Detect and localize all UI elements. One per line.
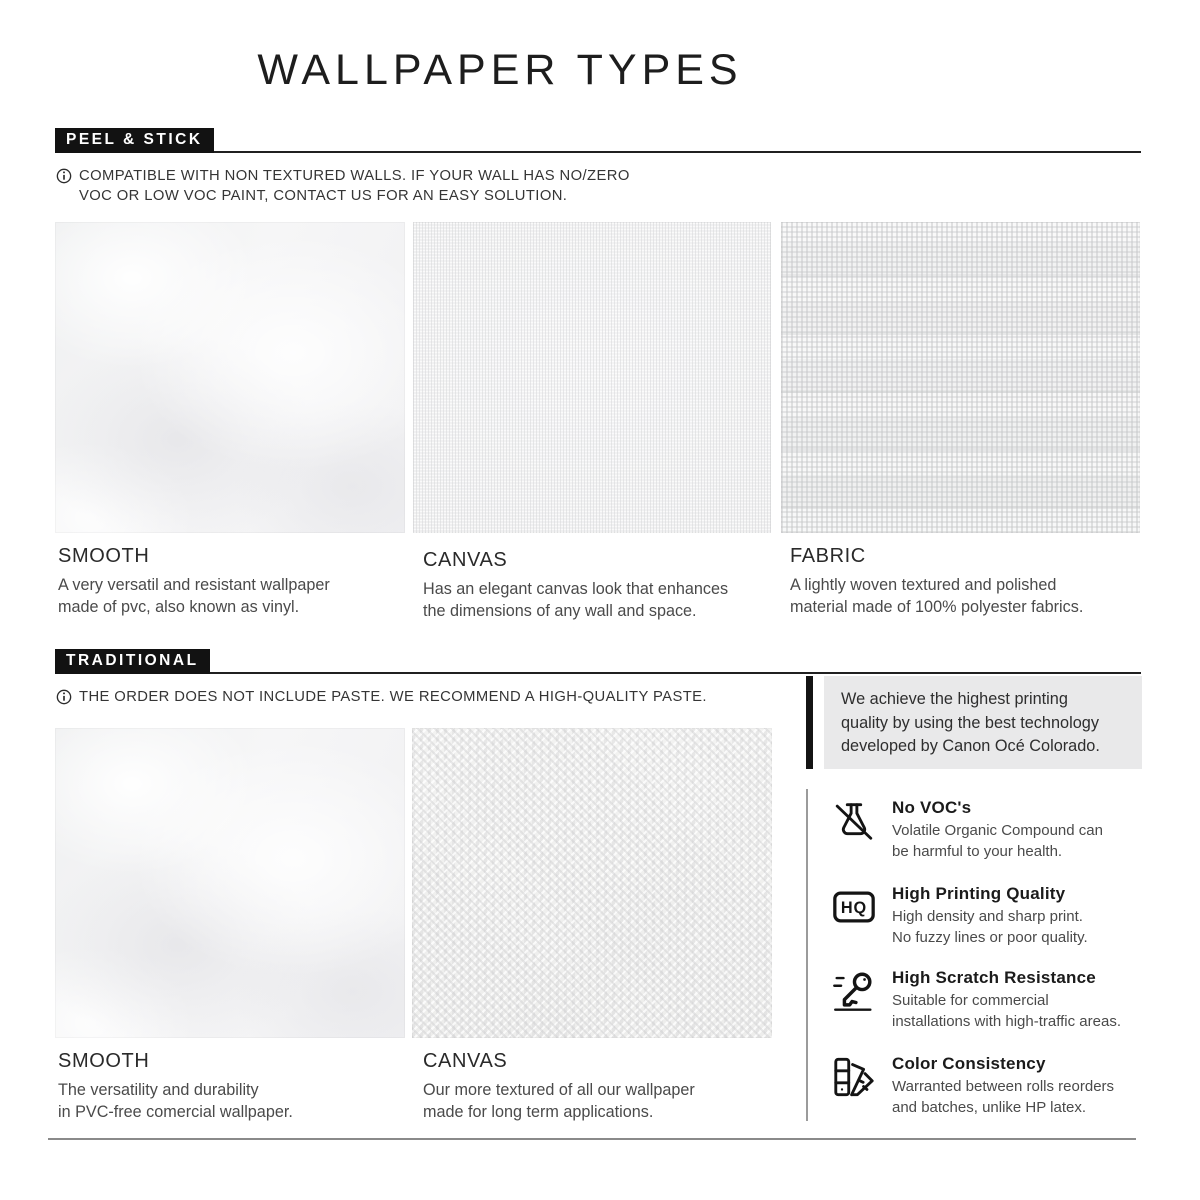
feature-high-scratch-resistance <box>831 968 1151 1032</box>
section-header-peel-stick <box>55 128 1141 153</box>
swatch-peel-stick-fabric <box>781 222 1140 533</box>
swatch-desc-line: made of pvc, also known as vinyl. <box>58 597 300 616</box>
quote-line: developed by Canon Océ Colorado. <box>841 737 1100 755</box>
feature-desc-line: No fuzzy lines or poor quality. <box>892 928 1088 946</box>
swatch-desc-line: Has an elegant canvas look that enhances <box>423 580 729 598</box>
info-icon <box>56 168 72 184</box>
peel-stick-note <box>56 167 630 206</box>
swatch-peel-stick-smooth <box>55 222 405 533</box>
swatch-peel-stick-canvas <box>413 222 771 533</box>
swatch-desc-line: The versatility and durability <box>58 1081 259 1099</box>
note-line: COMPATIBLE WITH NON TEXTURED WALLS. IF YOUR WALL HAS NO/ZERO <box>79 168 630 184</box>
caption-traditional-smooth <box>58 1050 408 1123</box>
swatch-desc-line: made for long term applications. <box>423 1102 654 1121</box>
swatch-traditional-smooth <box>55 728 405 1038</box>
hq-badge-icon <box>831 884 877 930</box>
no-voc-flask-icon <box>831 798 877 844</box>
feature-desc-line: be harmful to your health. <box>892 842 1063 860</box>
color-swatchbook-icon <box>831 1054 877 1100</box>
caption-peel-stick-canvas <box>423 549 773 622</box>
swatch-name: CANVAS <box>423 549 508 571</box>
swatch-desc-line: in PVC-free comercial wallpaper. <box>58 1102 293 1121</box>
swatch-name: SMOOTH <box>58 1050 150 1072</box>
caption-peel-stick-smooth <box>58 545 408 618</box>
bottom-divider <box>48 1138 1136 1140</box>
swatch-name: SMOOTH <box>58 545 150 567</box>
page-title: WALLPAPER TYPES <box>257 46 743 94</box>
feature-desc-line: Suitable for commercial <box>892 992 1049 1009</box>
traditional-note <box>56 688 707 708</box>
swatch-traditional-canvas <box>412 728 772 1038</box>
feature-title: High Printing Quality <box>892 884 1066 903</box>
swatch-name: FABRIC <box>790 545 866 567</box>
section-header-traditional-rule <box>772 649 1141 674</box>
note-line: THE ORDER DOES NOT INCLUDE PASTE. WE RECOMMEND A HIGH-QUALITY PASTE. <box>79 689 707 705</box>
swatch-desc-line: A lightly woven textured and polished <box>790 576 1057 594</box>
key-scratch-icon <box>831 968 877 1014</box>
peel-stick-label: PEEL & STICK <box>55 128 214 153</box>
feature-title: High Scratch Resistance <box>892 968 1096 987</box>
quote-line: quality by using the best technology <box>841 713 1099 732</box>
features-left-rule <box>806 789 808 1121</box>
feature-desc-line: and batches, unlike HP latex. <box>892 1098 1087 1116</box>
caption-peel-stick-fabric <box>790 545 1140 618</box>
caption-traditional-canvas <box>423 1050 773 1123</box>
printing-quality-quote <box>824 676 1142 769</box>
section-header-traditional <box>55 649 772 674</box>
traditional-label: TRADITIONAL <box>55 649 210 674</box>
feature-desc-line: High density and sharp print. <box>892 908 1083 925</box>
swatch-desc-line: Our more textured of all our wallpaper <box>423 1081 695 1099</box>
feature-desc-line: installations with high-traffic areas. <box>892 1012 1121 1030</box>
feature-high-printing-quality <box>831 884 1151 948</box>
feature-desc-line: Volatile Organic Compound can <box>892 822 1103 839</box>
quote-line: We achieve the highest printing <box>841 690 1068 708</box>
feature-color-consistency <box>831 1054 1151 1118</box>
feature-title: No VOC's <box>892 798 972 817</box>
feature-title: Color Consistency <box>892 1054 1046 1073</box>
feature-no-vocs <box>831 798 1151 862</box>
note-line: VOC OR LOW VOC PAINT, CONTACT US FOR AN EASY SOLUTION. <box>79 187 568 204</box>
quote-accent-bar <box>806 676 813 769</box>
swatch-desc-line: A very versatil and resistant wallpaper <box>58 576 330 594</box>
info-icon <box>56 689 72 705</box>
swatch-name: CANVAS <box>423 1050 508 1072</box>
feature-desc-line: Warranted between rolls reorders <box>892 1078 1115 1095</box>
swatch-desc-line: the dimensions of any wall and space. <box>423 601 697 620</box>
swatch-desc-line: material made of 100% polyester fabrics. <box>790 597 1084 616</box>
hq-icon-label: HQ <box>840 899 868 918</box>
